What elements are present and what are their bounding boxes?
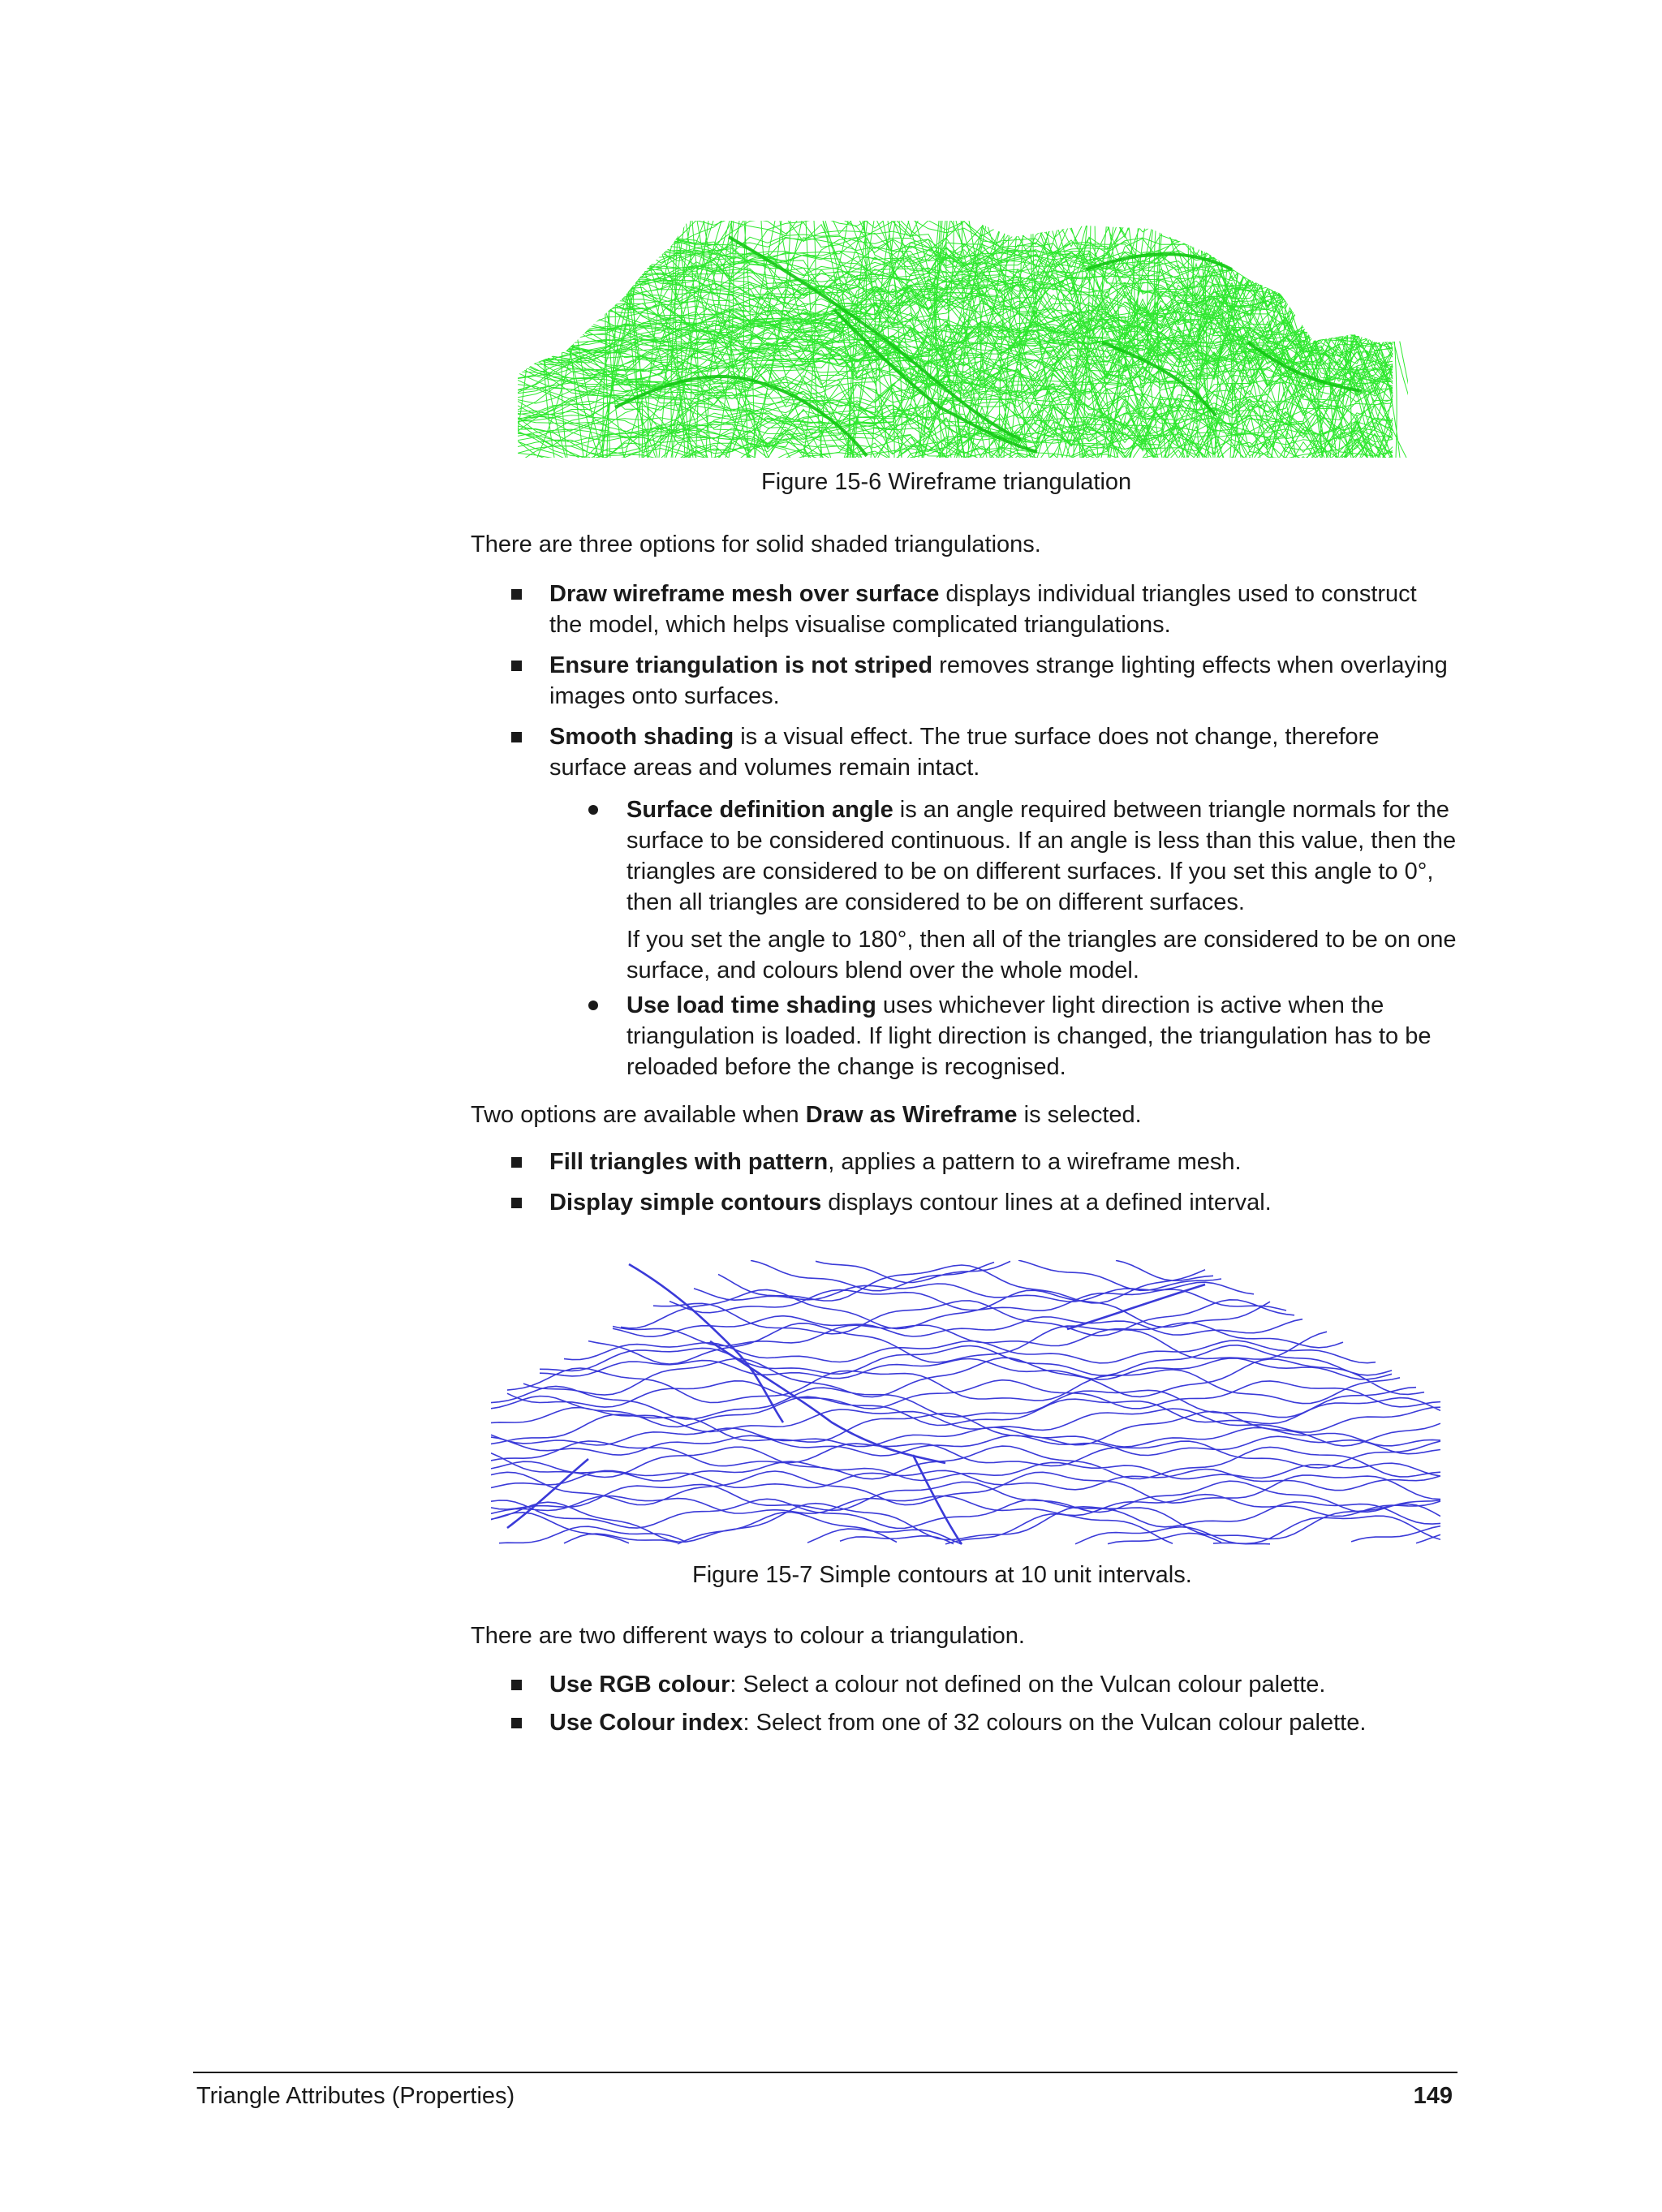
square-bullet-icon <box>511 661 522 671</box>
sub-list-item: Surface definition angle is an angle required between triangle normals for the surface to be considered continuous. If an angle is less than this value, then the triangles are considered to be on different surfaces. If you set this angle to 0°, then all triangles are considered to be on different surfaces. If you set the angle to 180°, then all of the triangles are considered to be on one surface, and colours blend over the whole model. <box>588 794 1461 986</box>
list-item: Ensure triangulation is not striped removes strange lighting effects when overlaying images onto surfaces. <box>511 650 1453 712</box>
figure-caption: Figure 15-7 Simple contours at 10 unit intervals. <box>692 1562 1192 1588</box>
list-item: Display simple contours displays contour lines at a defined interval. <box>511 1187 1453 1218</box>
paragraph: There are three options for solid shaded triangulations. <box>471 531 1041 557</box>
sub-list-item: Use load time shading uses whichever light direction is active when the triangulation is loaded. If light direction is changed, the triangulation has to be reloaded before the change is recognised. <box>588 990 1461 1082</box>
ridge-line <box>507 1459 588 1528</box>
list-item: Fill triangles with pattern, applies a pattern to a wireframe mesh. <box>511 1147 1453 1177</box>
square-bullet-icon <box>511 1680 522 1690</box>
figure-caption: Figure 15-6 Wireframe triangulation <box>761 469 1132 495</box>
list-item: Draw wireframe mesh over surface displays individual triangles used to construct the model, which helps visualise complicated triangulations. <box>511 579 1453 640</box>
paragraph: There are two different ways to colour a triangulation. <box>471 1623 1025 1649</box>
list-item: Smooth shading is a visual effect. The true surface does not change, therefore surface areas and volumes remain intact. <box>511 721 1453 783</box>
square-bullet-icon <box>511 1718 522 1728</box>
list-item: Use RGB colour: Select a colour not defined on the Vulcan colour palette. <box>511 1669 1453 1700</box>
footer-divider <box>193 2072 1457 2073</box>
square-bullet-icon <box>511 589 522 600</box>
round-bullet-icon <box>588 1001 598 1010</box>
list-item: Use Colour index: Select from one of 32 colours on the Vulcan colour palette. <box>511 1707 1453 1738</box>
square-bullet-icon <box>511 732 522 742</box>
paragraph: Two options are available when Draw as Wireframe is selected. <box>471 1102 1142 1128</box>
footer-section-title: Triangle Attributes (Properties) <box>196 2083 515 2109</box>
round-bullet-icon <box>588 805 598 815</box>
page-number: 149 <box>1413 2083 1453 2109</box>
wireframe-mesh <box>518 221 1408 458</box>
contour-lines <box>491 1260 1440 1544</box>
simple-contours-figure <box>491 1260 1440 1546</box>
square-bullet-icon <box>511 1157 522 1168</box>
wireframe-triangulation-figure <box>518 221 1408 458</box>
sub-list-extra-paragraph: If you set the angle to 180°, then all of the triangles are considered to be on one surface, and colours blend over the whole model. <box>626 927 1457 983</box>
square-bullet-icon <box>511 1198 522 1208</box>
